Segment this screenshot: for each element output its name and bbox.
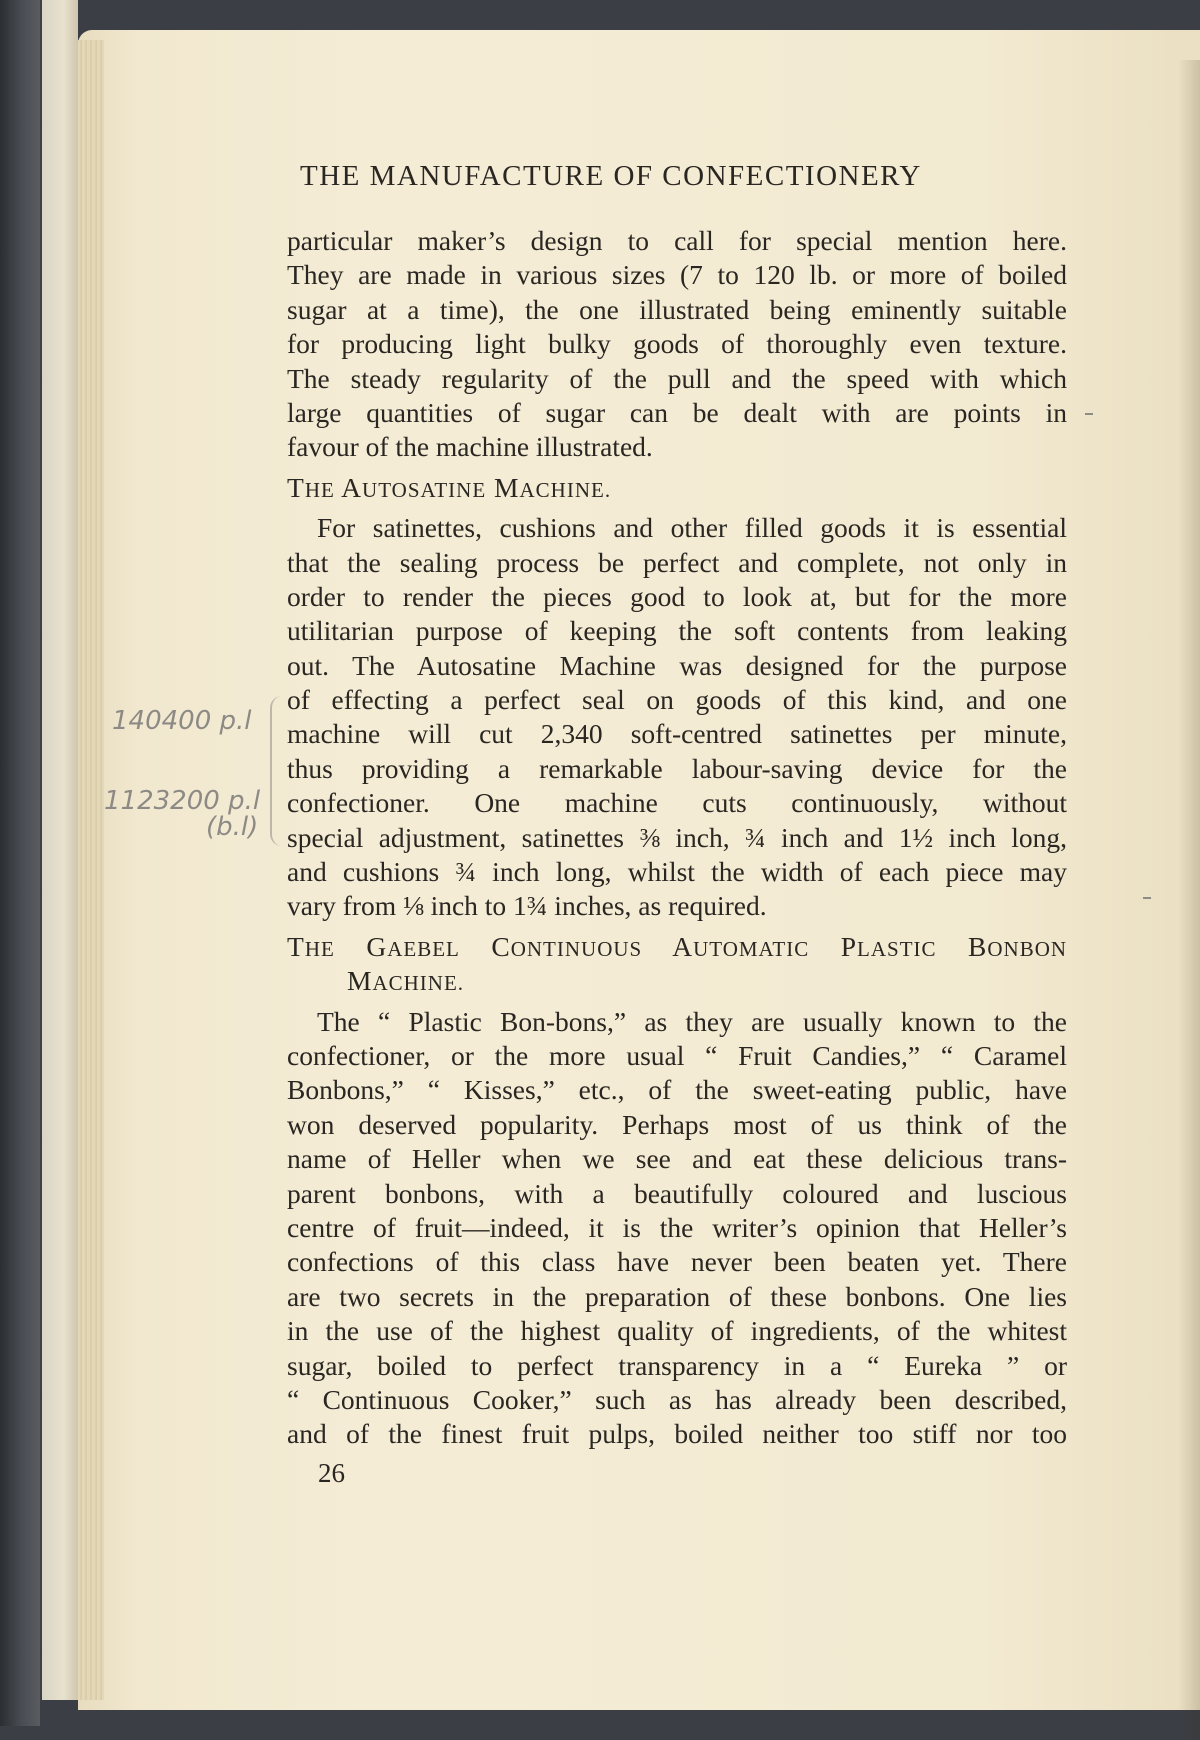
text-line: The “ Plastic Bon-bons,” as they are usually known to the: [317, 1005, 1067, 1037]
text-line: order to render the pieces good to look at, but for the more: [287, 580, 1067, 612]
text-line: in the use of the highest quality of ingredients, of the whitest: [287, 1315, 1067, 1347]
text-line: are two secrets in the preparation of these bonbons. One lies: [287, 1280, 1067, 1312]
margin-mark: [1085, 413, 1093, 415]
text-line: centre of fruit—indeed, it is the writer’s opinion that Heller’s: [287, 1211, 1067, 1243]
text-line: and cushions ¾ inch long, whilst the width of each piece may: [287, 856, 1067, 888]
page-number: 26: [318, 1458, 345, 1488]
text-line: sugar at a time), the one illustrated being eminently suitable: [287, 293, 1067, 325]
text-line: and of the finest fruit pulps, boiled neither too stiff nor too: [287, 1418, 1067, 1450]
margin-note-2: 1123200 p.l: [104, 786, 261, 816]
margin-note-3: (b.l): [206, 812, 259, 842]
text-line: thus providing a remarkable labour-saving device for the: [287, 752, 1067, 784]
text-line: that the sealing process be perfect and complete, not only in: [287, 546, 1067, 578]
book-cover-edge: [0, 0, 40, 1726]
body-text: [287, 224, 1067, 1452]
text-line: Bonbons,” “ Kisses,” etc., of the sweet-eating public, have: [287, 1074, 1067, 1106]
text-line: parent bonbons, with a beautifully coloured and luscious: [287, 1177, 1067, 1209]
text-line: They are made in various sizes (7 to 120 lb. or more of boiled: [287, 259, 1067, 291]
running-head: THE MANUFACTURE OF CONFECTIONERY: [300, 160, 922, 192]
text-line: vary from ⅛ inch to 1¾ inches, as required.: [287, 890, 767, 922]
text-line: for producing light bulky goods of thoroughly even texture.: [287, 328, 1067, 360]
text-line: of effecting a perfect seal on goods of this kind, and one: [287, 684, 1067, 716]
margin-note-1: 140400 p.l: [112, 706, 252, 736]
text-line: favour of the machine illustrated.: [287, 431, 653, 463]
section-heading-autosatine: THE AUTOSATINE MACHINE.: [287, 471, 612, 503]
section-heading-gaebel-cont: MACHINE.: [347, 965, 465, 997]
margin-mark: [1143, 897, 1151, 899]
pencil-bracket: [270, 696, 286, 846]
text-line: sugar, boiled to perfect transparency in a “ Eureka ” or: [287, 1349, 1067, 1381]
page-gutter: [42, 0, 78, 1700]
text-line: out. The Autosatine Machine was designed for the purpose: [287, 649, 1067, 681]
text-line: utilitarian purpose of keeping the soft contents from leaking: [287, 615, 1067, 647]
text-line: For satinettes, cushions and other filled goods it is essential: [317, 512, 1067, 544]
section-heading-gaebel: THE GAEBEL CONTINUOUS AUTOMATIC PLASTIC BONBON: [287, 930, 1068, 962]
text-line: machine will cut 2,340 soft-centred satinettes per minute,: [287, 718, 1067, 750]
text-line: large quantities of sugar can be dealt with are points in: [287, 396, 1067, 428]
text-line: particular maker’s design to call for special mention here.: [287, 225, 1067, 256]
text-line: The steady regularity of the pull and the speed with which: [287, 362, 1067, 394]
page-shadow: [1178, 60, 1200, 1740]
text-line: won deserved popularity. Perhaps most of us think of the: [287, 1108, 1067, 1140]
text-line: confections of this class have never been beaten yet. There: [287, 1246, 1067, 1278]
text-line: confectioner. One machine cuts continuously, without: [287, 787, 1067, 819]
text-line: special adjustment, satinettes ⅜ inch, ¾ inch and 1½ inch long,: [287, 821, 1067, 853]
text-line: name of Heller when we see and eat these delicious trans-: [287, 1143, 1067, 1175]
page-stack-edges: [78, 40, 104, 1700]
text-line: confectioner, or the more usual “ Fruit Candies,” “ Caramel: [287, 1039, 1067, 1071]
text-line: “ Continuous Cooker,” such as has already been described,: [287, 1383, 1067, 1415]
